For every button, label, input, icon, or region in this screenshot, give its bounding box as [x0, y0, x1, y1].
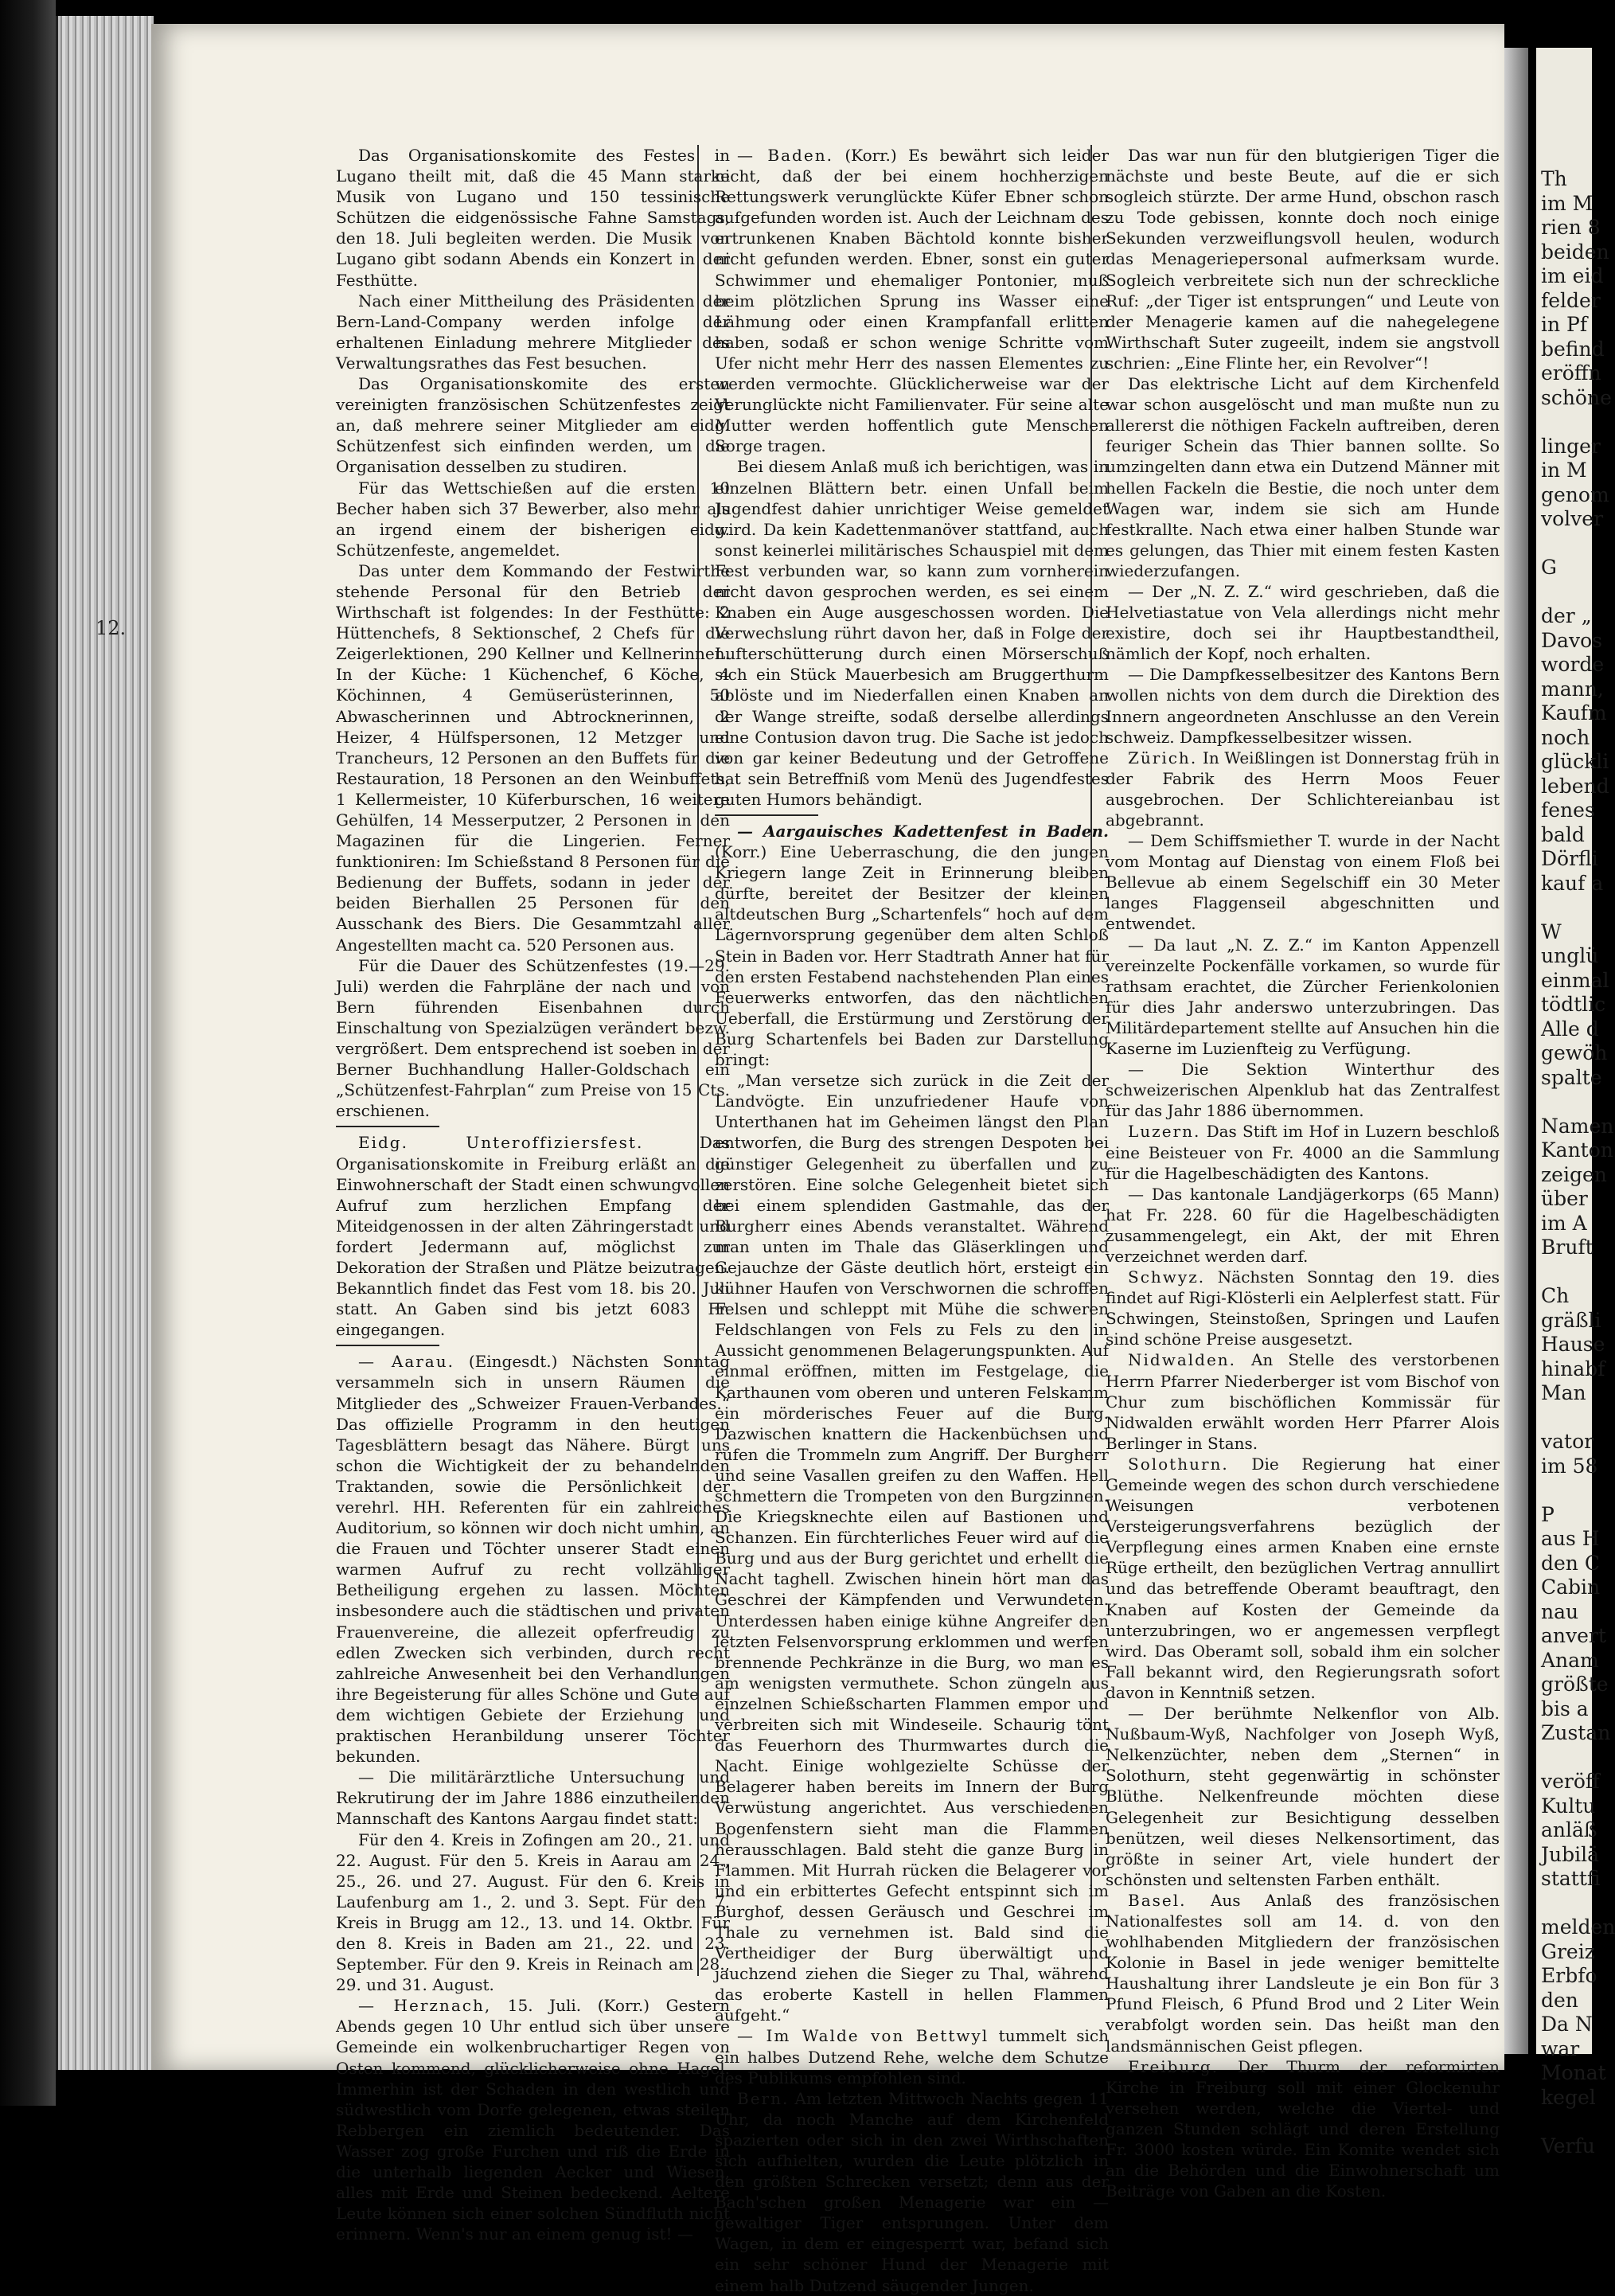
- book-spine: [0, 0, 56, 2106]
- adjacent-page-line: gräßli: [1541, 1308, 1601, 1332]
- adjacent-page-line: noch: [1541, 725, 1590, 749]
- paragraph: Das Organisationskomite des ersten vereinigten französischen Schützenfestes zeigt an, daß mehrere seiner Mitglieder am eidg. Schützenfest sich einfinden werden, um die Organisation desselben zu studiren.: [336, 374, 730, 477]
- paragraph: [715, 145, 1109, 456]
- paragraph: Bei diesem Anlaß muß ich berichtigen, was in einzelnen Blättern betr. einen Unfall beim Jugendfest dahier unrichtiger Weise gemeldet wird. Da kein Kadettenmanöver stattfand, auch sonst keinerlei militärisches Schauspiel mit dem Fest verbunden war, so kann zum vornherein nicht davon gesprochen werden, es sei einem Knaben ein Auge ausgeschossen worden. Die Verwechslung rührt davon her, daß in Folge der Lufterschütterung durch einen Mörserschuß sich ein Stück Mauerbesich am Bruggerthurm ablöste und im Niederfallen einen Knaben an der Wange streifte, sodaß derselbe allerdings eine Contusion davon trug. Die Sache ist jedoch von gar keiner Bedeutung und der Getroffene hat sein Betreffniß vom Menü des Jugendfestes guten Humors behändigt.: [715, 457, 1109, 809]
- adjacent-page-line: anläß: [1541, 1818, 1597, 1841]
- adjacent-page-line: im M: [1541, 191, 1594, 215]
- adjacent-page-line: unglü: [1541, 944, 1599, 967]
- paragraph-text: Aus Anlaß des französischen Nationalfestes soll am 14. d. von den wohlhabenden Mitgliedern der französischen Kolonie in Basel in jede weniger bemittelte Haushaltung ihrer Landsleute je ein Bon für 3 Pfund Fleisch, 6 Pfund Brod und 2 Liter Wein verabfolgt worden sein. Das heißt man den landsmännischen Geist pflegen.: [1106, 1890, 1500, 2056]
- adjacent-page-line: Hause: [1541, 1333, 1605, 1356]
- page-edges: [56, 16, 154, 2070]
- paragraph: Das unter dem Kommando der Festwirthe stehende Personal für den Betrieb der Wirthschaft ist folgendes: In der Festhütte: 2 Hüttenchefs, 8 Sektionschef, 2 Chefs für die Zeigerlektionen, 290 Kellner und Kellnerinnen. In der Küche: 1 Küchenchef, 6 Köche, 4 Köchinnen, 4 Gemüserüsterinnen, 50 Abwascherinnen und Abtrocknerinnen, 2 Heizer, 4 Hülfspersonen, 12 Metzger und Trancheurs, 12 Personen an den Buffets für die Restauration, 18 Personen an den Weinbuffets, 1 Kellermeister, 10 Küferburschen, 16 weitere Gehülfen, 14 Messerputzer, 2 Personen in den Magazinen für die Lingerien. Ferner funktioniren: Im Schießstand 8 Personen für die Bedienung der Buffets, sodann in jeder der beiden Bierhallen 25 Personen für den Ausschank des Biers. Die Gesammtzahl aller Angestellten macht ca. 520 Personen aus.: [336, 560, 730, 955]
- adjacent-page-line: volver: [1541, 507, 1604, 530]
- paragraph-text: Nächsten Sonntag den 19. dies findet auf Rigi-Klösterli ein Aelplerfest statt. Für Schwingen, Steinstoßen, Springen und Laufen sind schöne Preise ausgesetzt.: [1106, 1267, 1500, 1349]
- adjacent-page-line: größte: [1541, 1673, 1609, 1696]
- adjacent-page-line: kauf a: [1541, 871, 1604, 895]
- adjacent-page-line: einmal: [1541, 968, 1609, 992]
- adjacent-page-line: befind: [1541, 337, 1605, 361]
- adjacent-page-line: Dörfli: [1541, 847, 1598, 870]
- adjacent-page-line: fenes: [1541, 799, 1595, 822]
- adjacent-page-text: [1536, 48, 1615, 2158]
- paragraph: [1106, 1890, 1500, 2056]
- adjacent-page-line: im eid: [1541, 264, 1604, 287]
- divider: [336, 1126, 439, 1127]
- paragraph: — Die Sektion Winterthur des schweizerischen Alpenklub hat das Zentralfest für das Jahr 1886 übernommen.: [1106, 1060, 1500, 1121]
- section-head: — Herznach,: [358, 1996, 492, 2016]
- adjacent-page-line: mann,: [1541, 677, 1604, 701]
- adjacent-page-line: rien 8: [1541, 216, 1601, 239]
- adjacent-page-line: anvert: [1541, 1624, 1606, 1647]
- paragraph: [715, 2025, 1109, 2087]
- paragraph: Das Organisationskomite des Festes in Lugano theilt mit, daß die 45 Mann starke Musik von Lugano und 150 tessinische Schützen die eidgenössische Fahne Samstags, den 18. Juli begleiten werden. Die Musik von Lugano gibt sodann Abends ein Konzert in der Festhütte.: [336, 146, 730, 290]
- adjacent-page-line: linger: [1541, 434, 1601, 458]
- adjacent-page-line: [1541, 1746, 1592, 1771]
- paragraph: — Der berühmte Nelkenflor von Alb. Nußbaum-Wyß, Nachfolger von Joseph Wyß, Nelkenzüchter, neben dem „Sternen“ in Solothurn, steht gegenwärtig in schönster Blüthe. Nelkenfreunde möchten diese Gelegenheit zur Besichtigung desselben benützen, weil dieses Nelkensortiment, das größte in seiner Art, viele hundert der schönsten und seltensten Farben enthält.: [1106, 1704, 1500, 1889]
- paragraph: Nach einer Mittheilung des Präsidenten der Bern-Land-Company werden infolge der erhaltenen Einladung mehrere Mitglieder des Verwaltungsrathes das Fest besuchen.: [336, 291, 730, 373]
- adjacent-page-line: Namen: [1541, 1114, 1614, 1138]
- adjacent-page-line: schöne: [1541, 385, 1612, 409]
- paragraph-text: Das Organisationskomite in Freiburg erläßt an die Einwohnerschaft der Stadt einen schwungvollen Aufruf zum herzlichen Empfang der Miteidgenossen in der alten Zähringerstadt und fordert Jedermann auf, möglichst zur Dekoration der Straßen und Plätze beizutragen. Bekanntlich findet das Fest vom 18. bis 20. Juli statt. An Gaben sind bis jetzt 6083 Fr. eingegangen.: [336, 1133, 730, 1340]
- paragraph-text: Der Thurm der reformirten Kirche in Freiburg soll mit einer Glockenuhr versehen werden, welche die Viertel- und ganzen Stunden schlägt und deren Erstellung Fr. 3000 kosten würde. Ein Komite wendet sich an die Behörden und die Einwohnerschaft um Beiträge von Gaben an die Kosten.: [1106, 2056, 1500, 2201]
- adjacent-page-line: [1541, 1090, 1592, 1115]
- paragraph: — Dem Schiffsmiether T. wurde in der Nacht vom Montag auf Dienstag von einem Floß bei Bellevue ab einem Segelschiff ein 30 Meter langes Flaggenseil abgeschnitten und entwendet.: [1106, 831, 1500, 934]
- adjacent-page-line: glückli: [1541, 750, 1609, 773]
- adjacent-page-line: Erbfo: [1541, 1964, 1597, 1987]
- section-head: — Im Walde von Bettwyl: [737, 2026, 989, 2046]
- paragraph: [336, 1995, 730, 2244]
- adjacent-page-line: den: [1541, 1988, 1578, 2012]
- paragraph: — Das kantonale Landjägerkorps (65 Mann) hat Fr. 228. 60 für die Hagelbeschädigten zusammengelegt, ein Akt, der mit Ehren verzeichnet werden darf.: [1106, 1184, 1500, 1266]
- paragraph: Das elektrische Licht auf dem Kirchenfeld war schon ausgelöscht und man mußte nun zu allererst die nöthigen Fackeln auftreiben, deren feuriger Schein das Thier bannen sollte. So umzingelten dann etwa ein Dutzend Männer mit hellen Fackeln die Bestie, die noch unter dem Wagen war, indem sie sich am Hunde festkrallte. Nach etwa einer halben Stunde war es gelungen, das Thier mit einem festen Kasten wiederzufangen.: [1106, 374, 1500, 580]
- adjacent-page-line: [1541, 1478, 1592, 1503]
- adjacent-page-line: vator: [1541, 1430, 1594, 1453]
- paragraph: [1106, 1267, 1500, 1349]
- adjacent-page-line: im 58: [1541, 1454, 1598, 1478]
- section-head: Schwyz.: [1128, 1267, 1206, 1287]
- adjacent-page-line: eröffn: [1541, 361, 1601, 385]
- paragraph: Für die Dauer des Schützenfestes (19.—29. Juli) werden die Fahrpläne der nach und von Bern führenden Eisenbahnen durch Einschaltung von Spezialzügen verändert bezw. vergrößert. Dem entsprechend ist soeben in der Berner Buchhandlung Haller-Goldschach ein „Schützenfest-Fahrplan“ zum Preise von 15 Cts. erschienen.: [336, 955, 730, 1121]
- adjacent-page-line: in M: [1541, 459, 1587, 482]
- adjacent-page-line: W: [1541, 920, 1562, 943]
- adjacent-page-line: hinabf: [1541, 1357, 1605, 1380]
- paragraph: [336, 1351, 730, 1767]
- adjacent-page-line: Zustan: [1541, 1721, 1611, 1744]
- adjacent-page-line: aus H: [1541, 1527, 1600, 1550]
- paragraph: [336, 1132, 730, 1340]
- paragraph: [1106, 748, 1500, 830]
- paragraph-text: Das Stift im Hof in Luzern beschloß eine Beisteuer von Fr. 4000 an die Sammlung für die Hagelbeschädigten des Kantons.: [1106, 1122, 1500, 1183]
- margin-pencil-note: 12.: [96, 617, 127, 639]
- paragraph-text: Die Regierung hat einer Gemeinde wegen des schon durch verschiedene Weisungen verbotenen Versteigerungsverfahrens bezüglich der Verpflegung eines armen Knaben eine ernste Rüge ertheilt, den bezüglichen Vertrag annullirt und das betreffende Oberamt beauftragt, den Knaben auf Kosten der Gemeinde da unterzubringen, wo er angemessen verpflegt wird. Das Oberamt soll, sobald ihm ein solcher Fall bekannt wird, den Regierungsrath sofort davon in Kenntniß setzen.: [1106, 1454, 1500, 1702]
- adjacent-page-line: Kaufm: [1541, 701, 1607, 724]
- adjacent-page-line: Da N: [1541, 2013, 1593, 2036]
- section-head: Freiburg.: [1128, 2056, 1219, 2076]
- section-head: — Aargauisches Kadettenfest in Baden.: [737, 822, 1109, 841]
- section-head: Nidwalden.: [1128, 1350, 1237, 1370]
- paragraph-text: tummelt sich ein halbes Dutzend Rehe, welche dem Schutze des Publikums empfohlen sind.: [715, 2026, 1109, 2087]
- section-head: — Baden.: [737, 146, 833, 165]
- paragraph-text: (Korr.) Es bewährt sich leider nicht, daß der bei einem hochherzigen Rettungswerk verunglückte Küfer Ebner schon aufgefunden worden ist. Auch der Leichnam des ertrunkenen Knaben Bächtold konnte bisher nicht gefunden werden. Ebner, sonst ein guter Schwimmer und ehemaliger Pontonier, muß beim plötzlichen Sprung ins Wasser eine Lähmung oder einen Krampfanfall erlitten haben, sodaß er schon wenige Schritte vom Ufer nicht mehr Herr des nassen Elementes zu werden vermochte. Glücklicherweise war der Verunglückte nicht Familienvater. Für seine alte Mutter werden hoffentlich gute Menschen Sorge tragen.: [715, 146, 1110, 456]
- adjacent-page-line: lebend: [1541, 774, 1609, 798]
- adjacent-page-line: Cabin: [1541, 1576, 1601, 1599]
- paragraph: — Da laut „N. Z. Z.“ im Kanton Appenzell vereinzelte Pockenfälle vorkamen, so wurde für rathsam erachtet, die Zürcher Ferienkolonien für dies Jahr anderswo unterzubringen. Das Militärdepartement stellte auf Ansuchen hin die Kaserne im Luzienfteig zu Verfügung.: [1106, 935, 1500, 1059]
- paragraph: [1106, 2056, 1500, 2202]
- paragraph: [1106, 1349, 1500, 1453]
- adjacent-page-line: Kanton: [1541, 1138, 1613, 1162]
- adjacent-page-line: nau: [1541, 1599, 1579, 1623]
- section-head: Eidg. Unteroffiziersfest.: [358, 1133, 644, 1153]
- adjacent-page-line: Verfu: [1541, 2134, 1595, 2157]
- adjacent-page-line: Kultu: [1541, 1794, 1596, 1818]
- paragraph-text: In Weißlingen ist Donnerstag früh in der Fabrik des Herrn Moos Feuer ausgebrochen. Der Schlichtereianbau ist abgebrannt.: [1106, 748, 1500, 830]
- adjacent-page-line: der „: [1541, 604, 1592, 627]
- section-head: Basel.: [1128, 1890, 1187, 1910]
- adjacent-page-line: Alle d: [1541, 1017, 1599, 1041]
- adjacent-page-line: [1541, 1406, 1592, 1431]
- adjacent-page-line: stattfi: [1541, 1867, 1601, 1890]
- section-head: Bern.: [737, 2088, 790, 2108]
- adjacent-page-line: felder: [1541, 288, 1601, 312]
- adjacent-page-line: [1541, 410, 1592, 435]
- adjacent-page-line: bis a: [1541, 1697, 1589, 1720]
- adjacent-page-line: tödtlic: [1541, 993, 1606, 1016]
- adjacent-page-line: spalte: [1541, 1065, 1602, 1089]
- adjacent-page-line: Ch: [1541, 1284, 1570, 1307]
- adjacent-page-line: worde: [1541, 653, 1605, 676]
- adjacent-page-line: Bruft: [1541, 1236, 1594, 1259]
- paragraph: [715, 2088, 1109, 2296]
- adjacent-page-line: [1541, 1260, 1592, 1285]
- adjacent-page-line: Greiz: [1541, 1939, 1595, 1963]
- adjacent-page-line: zeigen: [1541, 1162, 1607, 1186]
- adjacent-page-line: den C: [1541, 1551, 1600, 1575]
- paragraph: [1106, 1121, 1500, 1183]
- section-head: Luzern.: [1128, 1122, 1201, 1142]
- paragraph: — Die Dampfkesselbesitzer des Kantons Bern wollen nichts von dem durch die Direktion des Innern angeordneten Anschlusse an den Verein schweiz. Dampfkesselbesitzer wissen.: [1106, 665, 1500, 747]
- section-head: — Aarau.: [358, 1352, 454, 1372]
- paragraph: Für das Wettschießen auf die ersten 10 Becher haben sich 37 Bewerber, also mehr als an irgend einem der bisherigen eidg. Schützenfeste, angemeldet.: [336, 478, 730, 560]
- paragraph: [715, 821, 1109, 1070]
- adjacent-page-line: im A: [1541, 1211, 1587, 1235]
- adjacent-page-line: [1541, 580, 1592, 605]
- paragraph-text: 15. Juli. (Korr.) Gestern Abends gegen 10 Uhr entlud sich über unsere Gemeinde ein wolkenbruchartiger Regen von Osten kommend, glücklicherweise ohne Hagel. Immerhin ist der Schaden in den westlich und südwestlich vom Dorfe gelegenen, etwas steilen Rebbergen ein ziemlich bedeutender. Das Wasser zog große Furchen und riß die Erde in die unterhalb liegenden Aecker und Wiesen, alles mit Erde und Steinen bedeckend. Aeltere Leute können sich einer solchen Sündfluth nicht erinnern. Wenn's nur an einem genug ist! —: [336, 1996, 730, 2244]
- divider: [336, 1345, 439, 1346]
- adjacent-page-line: war: [1541, 2036, 1580, 2060]
- adjacent-page-line: Jubilä: [1541, 1842, 1600, 1866]
- section-head: Zürich.: [1128, 748, 1198, 767]
- paragraph: [1106, 1454, 1500, 1703]
- paragraph: — Die militärärztliche Untersuchung und Rekrutirung der im Jahre 1886 einzutheilenden Mannschaft des Kantons Aargau findet statt:: [336, 1767, 730, 1829]
- adjacent-page-line: Monat: [1541, 2061, 1606, 2084]
- paragraph-text: Am letzten Mittwoch Nachts gegen 11 Uhr, da noch Manche auf dem Kirchenfeld spazierten oder sich in den zwei Wirthschaften sich aufhielten, wurden die Leute plötzlich in den größten Schrecken versetzt; denn aus der Bach'schen großen Menagerie war ein — gewaltiger Tiger entsprungen. Unter dem Wagen, in dem er eingesperrt war, befand sich ein sehr schöner Hund der Menagerie mit einem halb Dutzend säugender Jungen.: [715, 2088, 1109, 2295]
- adjacent-page-line: in Pf: [1541, 313, 1588, 336]
- adjacent-page-line: melden: [1541, 1915, 1615, 1939]
- adjacent-page-line: G: [1541, 556, 1557, 579]
- adjacent-page-line: beiden: [1541, 240, 1609, 264]
- adjacent-page-line: Davos: [1541, 628, 1602, 652]
- paragraph-text: (Eingesdt.) Nächsten Sonntag versammeln sich in unsern Räumen die Mitglieder des „Schweizer Frauen-Verbandes.“ Das offizielle Programm in den heutigen Tagesblättern besagt das Nähere. Bürgt uns schon die Wichtigkeit der zu behandelnden Traktanden, sowie die Persönlichkeit der verehrl. HH. Referenten für ein zahlreiches Auditorium, so können wir doch nicht umhin, an die Frauen und Töchter unserer Stadt einen warmen Aufruf zu recht vollzähliger Betheiligung ergehen zu lassen. Möchten insbesondere auch die städtischen und privaten Frauenvereine, die allezeit opferfreudig zu edlen Zwecken sich verbinden, durch recht zahlreiche Anwesenheit bei den Verhandlungen ihre Begeisterung für alles Schöne und Gute auf dem wichtigen Gebiete der Erziehung und praktischen Heranbildung unserer Töchter bekunden.: [336, 1352, 730, 1767]
- article-column-1: [336, 145, 730, 2244]
- section-head: Solothurn.: [1128, 1454, 1229, 1474]
- adjacent-page-line: [1541, 896, 1592, 920]
- adjacent-page-line: [1541, 532, 1592, 556]
- adjacent-page-line: [1541, 1892, 1592, 1916]
- paragraph-text: An Stelle des verstorbenen Herrn Pfarrer Niederberger ist vom Bischof von Chur zum bischöflichen Kommissär für Nidwalden erwählt worden Herr Pfarrer Alois Berlinger in Stans.: [1106, 1350, 1500, 1453]
- paragraph: — Der „N. Z. Z.“ wird geschrieben, daß die Helvetiastatue von Vela allerdings nicht mehr existire, doch sei ihr Hauptbestandtheil, nämlich der Kopf, noch erhalten.: [1106, 581, 1500, 664]
- adjacent-page-line: P: [1541, 1502, 1555, 1526]
- adjacent-page-line: Man: [1541, 1381, 1586, 1404]
- paragraph: Das war nun für den blutgierigen Tiger die nächste und beste Beute, auf die er sich sogleich stürzte. Der arme Hund, obschon rasch zu Tode gebissen, konnte doch noch einige Sekunden verzweiflungsvoll heulen, wodurch das Menageriepersonal aufmerksam wurde. Sogleich verbreitete sich nun der schreckliche Ruf: „der Tiger ist entsprungen“ und Leute von der Menagerie kamen auf die nahegelegene Wirthschaft Suter zugeeilt, indem sie angstvoll schrien: „Eine Flinte her, ein Revolver“!: [1106, 146, 1500, 373]
- paragraph: „Man versetze sich zurück in die Zeit der Landvögte. Ein unzufriedener Haufe von Unterthanen hat im Geheimen längst den Plan entworfen, die Burg des strengen Despoten bei günstiger Gelegenheit zu überfallen und zu zerstören. Eine solche Gelegenheit bietet sich bei einem splendiden Gastmahle, das der Burgherr eines Abends veranstaltet. Während man unten im Thale das Gläserklingen und Gejauchze der Gäste deutlich hört, ersteigt ein kühner Haufen von Verschwornen die schroffen Felsen und schleppt mit Mühe die schweren Feldschlangen von Fels zu Fels zu den in Aussicht genommenen Belagerungspunkten. Auf einmal eröffnen, mitten im Festgelage, die Karthaunen vom oberen und unteren Felskamm ein mörderisches Feuer auf die Burg. Dazwischen knattern die Hackenbüchsen und rufen die Trommeln zum Angriff. Der Burgherr und seine Vasallen greifen zu den Waffen. Hell schmettern die Trompeten von den Burgzinnen. Die Kriegsknechte eilen auf Bastionen und Schanzen. Ein fürchterliches Feuer wird auf die Burg und aus der Burg gerichtet und erhellt die Nacht taghell. Zwischen hinein hört man das Geschrei der Kämpfenden und Verwundeten. Unterdessen haben einige kühne Angreifer den letzten Felsenvorsprung erklommen und werfen brennende Pechkränze in die Burg, wo man es am wenigsten vermuthete. Schon züngeln aus einzelnen Schießscharten Flammen empor und verbreiten sich mit Windeseile. Schaurig tönt das Feuerhorn des Thurmwartes durch die Nacht. Einige wohlgezielte Schüsse der Belagerer haben bereits im Innern der Burg Verwüstung angerichtet. Aus verschiedenen Bogenfenstern sieht man die Flammen herausschlagen. Bald steht die ganze Burg in Flammen. Mit Hurrah rücken die Belagerer vor und ein erbittertes Gefecht entspinnt sich im Burghof, dessen Geräusch und Geschrei im Thale zu vernehmen ist. Bald sind die Vertheidiger der Burg überwältigt und jauchzend ziehen die Sieger zu Thal, während das eroberte Kastell in hellen Flammen aufgeht.“: [715, 1071, 1109, 2025]
- adjacent-page-fragment: [1536, 48, 1615, 2157]
- adjacent-page-line: Anam: [1541, 1648, 1599, 1672]
- paragraph: Für den 4. Kreis in Zofingen am 20., 21. und 22. August. Für den 5. Kreis in Aarau am 24., 25., 26. und 27. August. Für den 6. Kreis in Laufenburg am 1., 2. und 3. Sept. Für den 7. Kreis in Brugg am 12., 13. und 14. Oktbr. Für den 8. Kreis in Baden am 21., 22. und 23. September. Für den 9. Kreis in Reinach am 28., 29. und 31. August.: [336, 1829, 730, 1995]
- adjacent-page-line: über: [1541, 1187, 1588, 1210]
- adjacent-page-line: veröff: [1541, 1770, 1600, 1793]
- adjacent-page-line: genom: [1541, 482, 1609, 506]
- divider: [715, 814, 818, 816]
- paragraph-text: (Korr.) Eine Ueberraschung, die den jungen Kriegern lange Zeit in Erinnerung bleiben dürfte, bereitet der Besitzer der kleinen altdeutschen Burg „Schartenfels“ hoch auf dem Lägernvorsprung gegenüber dem alten Schloß Stein in Baden vor. Herr Stadtrath Anner hat für den ersten Festabend nachstehenden Plan eines Feuerwerks entworfen, das den nächtlichen Ueberfall, die Erstürmung und Zerstörung der Burg Schartenfels bei Baden zur Darstellung bringt:: [715, 842, 1109, 1070]
- adjacent-page-line: [1541, 2110, 1592, 2134]
- adjacent-page-line: bald: [1541, 822, 1585, 846]
- adjacent-page-line: Th: [1541, 167, 1567, 190]
- adjacent-page-line: kegel: [1541, 2085, 1596, 2109]
- adjacent-page-line: gewöh: [1541, 1041, 1608, 1064]
- page-gutter: [1504, 48, 1528, 2054]
- article-column-3: [1106, 145, 1500, 2201]
- article-column-2: [715, 145, 1110, 2295]
